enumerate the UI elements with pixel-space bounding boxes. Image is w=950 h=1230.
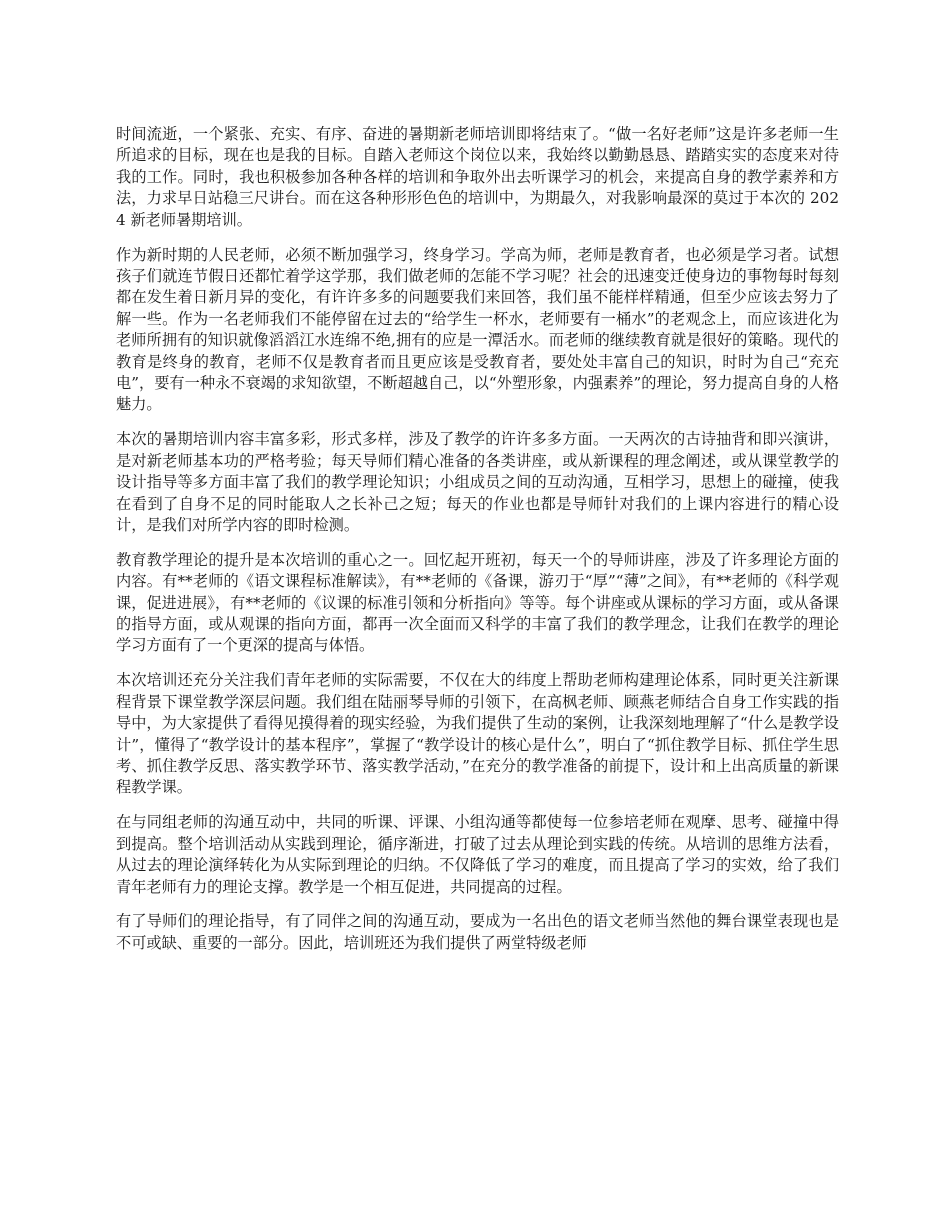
paragraph-lifelong-learning: 作为新时期的人民老师，必须不断加强学习，终身学习。学高为师，老师是教育者，也必须是学习者。试想孩子们就连节假日还都忙着学这学那，我们做老师的怎能不学习呢？社会的迅速变迁使身边的事物每时每刻都在发生着日新月异的变化，有许许多多的问题要我们来回答，我们虽不能样样精通，但至少应该去努力了解一些。作为一名老师我们不能停留在过去的“给学生一杯水，老师要有一桶水”的老观念上，而应该进化为老师所拥有的知识就像滔滔江水连绵不绝,拥有的应是一潭活水。而老师的继续教育就是很好的策略。现代的教育是终身的教育，老师不仅是教育者而且更应该是受教育者，要处处丰富自己的知识，时时为自己“充充电”，要有一种永不衰竭的求知欲望，不断超越自己，以“外塑形象，内强素养”的理论，努力提高自身的人格魅力。 [116, 245, 839, 414]
paragraph-peer-interaction: 在与同组老师的沟通互动中，共同的听课、评课、小组沟通等都使每一位参培老师在观摩、思考、碰撞中得到提高。整个培训活动从实践到理论，循序渐进，打破了过去从理论到实践的传统。从培训的思维方法看，从过去的理论演绎转化为从实际到理论的归纳。不仅降低了学习的难度，而且提高了学习的实效，给了我们青年老师有力的理论支撑。教学是一个相互促进，共同提高的过程。 [116, 813, 839, 896]
paragraph-intro: 时间流逝，一个紧张、充实、有序、奋进的暑期新老师培训即将结束了。“做一名好老师”这是许多老师一生所追求的目标，现在也是我的目标。自踏入老师这个岗位以来，我始终以勤勤恳恳、踏踏实实的态度来对待我的工作。同时，我也积极参加各种各样的培训和争取外出去听课学习的机会，来提高自身的教学素养和方法，力求早日站稳三尺讲台。而在这各种形形色色的培训中，为期最久，对我影响最深的莫过于本次的 2024 新老师暑期培训。 [116, 125, 839, 229]
paragraph-classroom-performance: 有了导师们的理论指导，有了同伴之间的沟通互动，要成为一名出色的语文老师当然他的舞台课堂表现也是不可或缺、重要的一部分。因此，培训班还为我们提供了两堂特级老师 [116, 912, 839, 952]
paragraph-practical-needs: 本次培训还充分关注我们青年老师的实际需要，不仅在大的纬度上帮助老师构建理论体系，同时更关注新课程背景下课堂教学深层问题。我们组在陆丽琴导师的引领下，在高枫老师、顾燕老师结合自身工作实践的指导中，为大家提供了看得见摸得着的现实经验，为我们提供了生动的案例，让我深刻地理解了“什么是教学设计”，懂得了“教学设计的基本程序”，掌握了“教学设计的核心是什么”，明白了“抓住教学目标、抓住学生思考、抓住教学反思、落实教学环节、落实教学活动，”在充分的教学准备的前提下，设计和上出高质量的新课程教学课。 [116, 671, 839, 797]
paragraph-training-content: 本次的暑期培训内容丰富多彩，形式多样，涉及了教学的许许多多方面。一天两次的古诗抽背和即兴演讲，是对新老师基本功的严格考验；每天导师们精心准备的各类讲座，或从新课程的理念阐述，或从课堂教学的设计指导等多方面丰富了我们的教学理论知识；小组成员之间的互动沟通，互相学习，思想上的碰撞，使我在看到了自身不足的同时能取人之长补己之短；每天的作业也都是导师针对我们的上课内容进行的精心设计，是我们对所学内容的即时检测。 [116, 430, 839, 534]
paragraph-theory: 教育教学理论的提升是本次培训的重心之一。回忆起开班初，每天一个的导师讲座，涉及了许多理论方面的内容。有**老师的《语文课程标准解读》，有**老师的《备课，游刃于“厚”“薄”之间》，有**老师的《科学观课，促进进展》，有**老师的《议课的标准引领和分析指向》等等。每个讲座或从课标的学习方面，或从备课的指导方面，或从观课的指向方面，都再一次全面而又科学的丰富了我们的教学理念，让我们在教学的理论学习方面有了一个更深的提高与体悟。 [116, 550, 839, 655]
document-body [116, 124, 839, 968]
